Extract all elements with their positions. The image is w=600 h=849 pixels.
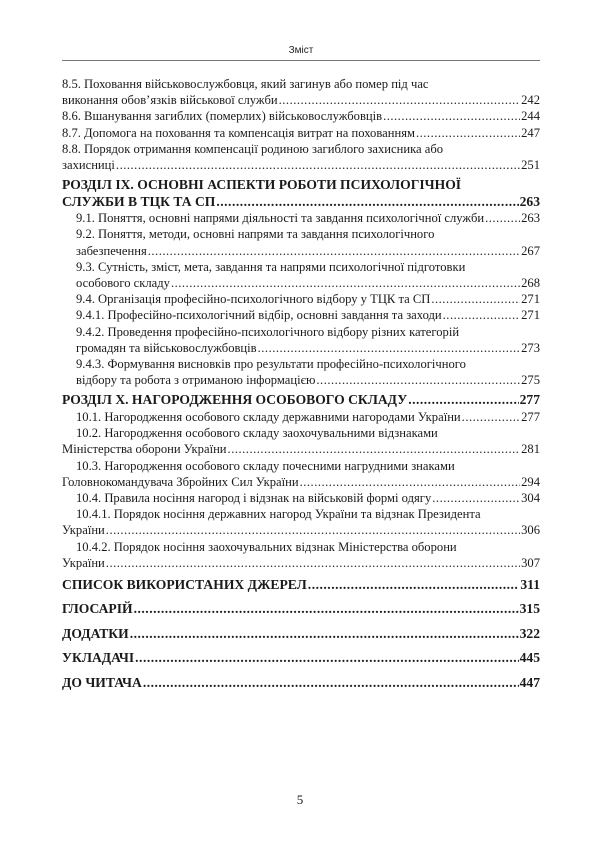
page-ref: 304: [521, 490, 540, 505]
toc-entry-9-2[interactable]: [62, 226, 540, 258]
running-header: Зміст: [62, 45, 540, 61]
dot-leader: [106, 522, 520, 538]
dot-leader: [148, 243, 520, 259]
toc-entry-text: відбору та робота з отриманою інформацією: [76, 373, 316, 388]
toc-entry-text: 10.2. Нагородження особового складу заохочувальними відзнаками: [76, 426, 438, 441]
page-ref: 247: [521, 125, 540, 140]
toc-entry-text: громадян та військовослужбовців: [76, 340, 257, 355]
dot-leader: [279, 92, 520, 108]
section-title: ДО ЧИТАЧА: [62, 674, 142, 690]
page-ref: 307: [521, 555, 540, 570]
page-ref: 263: [519, 193, 540, 209]
toc-compilers[interactable]: [62, 650, 540, 667]
toc-entry-9-4[interactable]: [62, 291, 540, 307]
toc-entry-9-4-3[interactable]: [62, 356, 540, 388]
toc-entry-text: 10.3. Нагородження особового складу почесними нагрудними знаками: [76, 458, 455, 473]
dot-leader: [308, 577, 520, 594]
page-ref: 251: [521, 158, 540, 173]
dot-leader: [443, 307, 520, 323]
dot-leader: [408, 392, 518, 409]
page-ref: 273: [521, 340, 540, 355]
toc-references[interactable]: [62, 577, 540, 594]
toc-entry-text: 10.4.2. Порядок носіння заохочувальних відзнак Міністерства оборони: [76, 539, 457, 554]
toc-entry-text: забезпечення: [76, 243, 147, 258]
toc-entry-text: 9.1. Поняття, основні напрями діяльності та завдання психологічної служби: [76, 211, 485, 226]
page-ref: 271: [521, 308, 540, 323]
section-title: ГЛОСАРІЙ: [62, 601, 133, 617]
section-title: ДОДАТКИ: [62, 625, 129, 641]
toc-entry-text: 10.4.1. Порядок носіння державних нагород України та відзнак Президента: [76, 507, 481, 522]
chapter-title: РОЗДІЛ X. НАГОРОДЖЕННЯ ОСОБОВОГО СКЛАДУ: [62, 392, 408, 408]
toc-glossary[interactable]: [62, 601, 540, 618]
toc-entry-text: 8.8. Порядок отримання компенсації родиною загиблого захисника або: [62, 141, 444, 156]
toc-entry-10-1[interactable]: [62, 409, 540, 425]
dot-leader: [300, 474, 521, 490]
toc-entry-8-5[interactable]: [62, 76, 540, 108]
dot-leader: [216, 194, 518, 211]
page-ref: 445: [519, 650, 540, 666]
chapter-title: РОЗДІЛ IX. ОСНОВНІ АСПЕКТИ РОБОТИ ПСИХОЛОГІЧНОЇ: [62, 177, 462, 193]
dot-leader: [134, 601, 519, 618]
dot-leader: [135, 650, 518, 667]
toc-entry-10-4-2[interactable]: [62, 539, 540, 571]
page-ref: 306: [521, 523, 540, 538]
dot-leader: [383, 108, 520, 124]
dot-leader: [462, 409, 520, 425]
toc-entry-10-4[interactable]: [62, 490, 540, 506]
page-ref: 311: [520, 576, 540, 592]
toc-entry-text: 9.4.2. Проведення професійно-психологічного відбору різних категорій: [76, 324, 460, 339]
toc-entry-10-3[interactable]: [62, 458, 540, 490]
toc-entry-text: 9.2. Поняття, методи, основні напрями та завдання психологічного: [76, 227, 435, 242]
dot-leader: [258, 340, 520, 356]
section-title: УКЛАДАЧІ: [62, 650, 135, 666]
toc-entry-text: виконання обов’язків військової служби: [62, 93, 278, 108]
page-ref: 322: [519, 625, 540, 641]
page-ref: 277: [519, 392, 540, 408]
page-ref: 242: [521, 93, 540, 108]
dot-leader: [106, 555, 520, 571]
dot-leader: [485, 210, 520, 226]
dot-leader: [116, 157, 520, 173]
dot-leader: [432, 490, 520, 506]
page-ref: 277: [521, 409, 540, 424]
dot-leader: [316, 372, 520, 388]
dot-leader: [416, 125, 520, 141]
dot-leader: [171, 275, 520, 291]
page-ref: 281: [521, 442, 540, 457]
page-ref: 294: [521, 474, 540, 489]
toc-entry-10-4-1[interactable]: [62, 506, 540, 538]
toc-entry-8-7[interactable]: [62, 125, 540, 141]
toc-entry-text: 8.7. Допомога на поховання та компенсація витрат на похованням: [62, 125, 415, 140]
toc-entry-8-6[interactable]: [62, 108, 540, 124]
page-ref: 447: [519, 674, 540, 690]
toc-entry-text: 8.6. Вшанування загиблих (померлих) військовослужбовців: [62, 109, 383, 124]
toc-entry-10-2[interactable]: [62, 425, 540, 457]
page-ref: 268: [521, 276, 540, 291]
dot-leader: [130, 626, 519, 643]
toc-entry-text: 9.4.1. Професійно-психологічний відбір, основні завдання та заходи: [76, 308, 442, 323]
toc-chapter-10[interactable]: [62, 392, 540, 409]
toc-entry-text: України: [62, 555, 105, 570]
toc-entry-text: Головнокомандувача Збройних Сил України: [62, 474, 299, 489]
toc-entry-8-8[interactable]: [62, 141, 540, 173]
toc-entry-9-3[interactable]: [62, 259, 540, 291]
page-ref: 244: [521, 109, 540, 124]
page-ref: 271: [521, 292, 540, 307]
toc-entry-text: 8.5. Поховання військовослужбовця, який загинув або помер під час: [62, 77, 429, 91]
toc-entry-text: 9.3. Сутність, зміст, мета, завдання та напрями психологічної підготовки: [76, 259, 466, 274]
toc-entry-text: Міністерства оборони України: [62, 442, 227, 457]
toc-entry-text: 10.1. Нагородження особового складу державними нагородами України: [76, 409, 461, 424]
toc-entry-text: захисниці: [62, 158, 115, 173]
section-title: СПИСОК ВИКОРИСТАНИХ ДЖЕРЕЛ: [62, 576, 307, 592]
toc-entry-9-4-1[interactable]: [62, 307, 540, 323]
dot-leader: [143, 675, 519, 692]
dot-leader: [431, 291, 520, 307]
page-ref: 267: [521, 243, 540, 258]
dot-leader: [228, 441, 521, 457]
page-ref: 275: [521, 373, 540, 388]
toc-entry-text: особового складу: [76, 276, 170, 291]
toc-entry-text: України: [62, 523, 105, 538]
toc-entry-text: 9.4. Організація професійно-психологічного відбору у ТЦК та СП: [76, 292, 431, 307]
toc-entry-9-1[interactable]: [62, 210, 540, 226]
page-ref: 315: [519, 601, 540, 617]
toc-entry-text: 9.4.3. Формування висновків про результати професійно-психологічного: [76, 357, 466, 372]
toc-chapter-9[interactable]: [62, 177, 540, 210]
toc-appendices[interactable]: [62, 626, 540, 643]
page-ref: 263: [521, 211, 540, 226]
toc-entry-9-4-2[interactable]: [62, 324, 540, 356]
page-number: 5: [296, 792, 304, 807]
toc-entry-text: 10.4. Правила носіння нагород і відзнак на військовій формі одягу: [76, 490, 432, 505]
toc-to-reader[interactable]: [62, 675, 540, 692]
table-of-contents: [62, 76, 540, 691]
chapter-title: СЛУЖБИ В ТЦК ТА СП: [62, 193, 216, 209]
